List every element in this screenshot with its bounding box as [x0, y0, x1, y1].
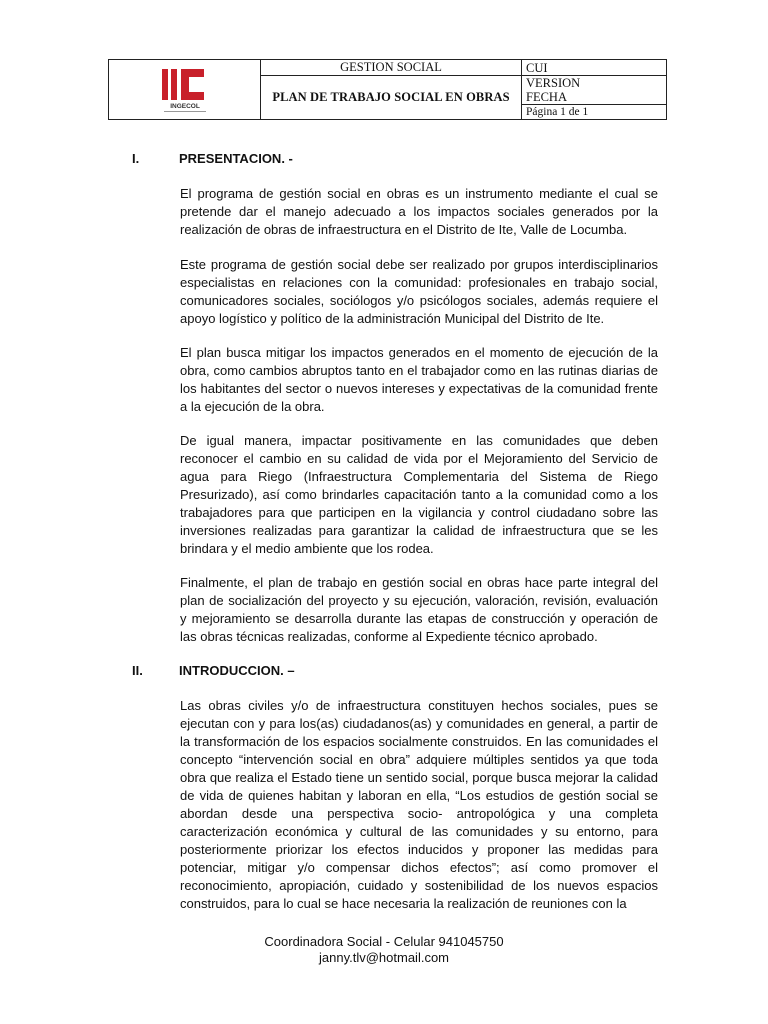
- page-number: Página 1 de 1: [522, 105, 667, 120]
- document-header: [108, 59, 667, 120]
- footer-contact: Coordinadora Social - Celular 941045750: [264, 934, 504, 949]
- paragraph: Este programa de gestión social debe ser realizado por grupos interdisciplinarios especialistas en relaciones con la comunidad: profesionales en trabajo social, comunicadores sociales, sociólogos y/o psicólogos sociales, además requiere el apoyo logístico y político de la administración Municipal del Distrito de Ite.: [180, 257, 658, 326]
- paragraph: De igual manera, impactar positivamente en las comunidades que deben reconocer el cambio en su calidad de vida por el Mejoramiento del Servicio de agua para Riego (Infraestructura Complementaria del Sistema de Riego Presurizado), así como brindarles capacitación tanto a la comunidad como a los trabajadores para que participen en la vigilancia y control ciudadano sobre las inversiones realizadas para garantizar la calidad de infraestructura que se les brindara y el medio ambiente que los rodea.: [180, 433, 658, 556]
- section-heading-1: [132, 151, 293, 166]
- paragraph: El programa de gestión social en obras es un instrumento mediante el cual se pretende dar el manejo adecuado a los impactos sociales generados por la realización de obras de infraestructura en el Distrito de Ite, Valle de Locumba.: [180, 186, 658, 237]
- section-title: PRESENTACION. -: [179, 151, 293, 166]
- company-logo: [113, 66, 256, 114]
- footer-email: janny.tlv@hotmail.com: [319, 950, 449, 965]
- paragraph: Las obras civiles y/o de infraestructura constituyen hechos sociales, pues se ejecutan con y para los(as) ciudadanos(as) y comunidades en general, a partir de la transformación de los espacios socialmente construidos. En las comunidades el concepto “intervención social en obra” adquiere múltiples sentidos ya que toda obra que realiza el Estado tiene un sentido social, porque busca mejorar la calidad de vida de quienes habitan y laboran en ella, “Los estudios de gestión social se abordan desde una perspectiva socio- antropológica y una completa caracterización económica y cultural de las comunidades y su entorno, para posteriormente priorizar los efectos inducidos y proponer las medidas para potenciar, mitigar y/o compensar dichos efectos”; así como promover el reconocimiento, apropiación, cuidado y sostenibilidad de los nuevos espacios construidos, para lo cual se hace necesaria la realización de reuniones con la: [180, 698, 658, 911]
- section-title: INTRODUCCION. –: [179, 663, 295, 678]
- cui-field: CUI: [522, 60, 667, 76]
- ingecol-logo-icon: [159, 66, 211, 114]
- document-title: PLAN DE TRABAJO SOCIAL EN OBRAS: [261, 76, 522, 120]
- fecha-label: FECHA: [526, 90, 567, 104]
- svg-text:INGECOL: INGECOL: [169, 102, 200, 110]
- section-number: I.: [132, 151, 140, 166]
- logo-cell: [109, 60, 261, 120]
- paragraph: Finalmente, el plan de trabajo en gestión social en obras hace parte integral del plan de socialización del proyecto y su ejecución, valoración, revisión, evaluación y mejoramiento se desarrolla durante las etapas de construcción y operación de las obras técnicas realizadas, conforme al Expediente técnico aprobado.: [180, 575, 658, 644]
- department-title: GESTION SOCIAL: [261, 60, 522, 76]
- version-fecha-field: [522, 76, 667, 105]
- version-label: VERSION: [526, 76, 581, 90]
- section-number: II.: [132, 663, 143, 678]
- section-heading-2: [132, 663, 295, 678]
- paragraph: El plan busca mitigar los impactos generados en el momento de ejecución de la obra, como cambios abruptos tanto en el trabajador como en las rutinas diarias de los habitantes del sector o nuevos intereses y expectativas de la comunidad frente a la ejecución de la obra.: [180, 345, 658, 414]
